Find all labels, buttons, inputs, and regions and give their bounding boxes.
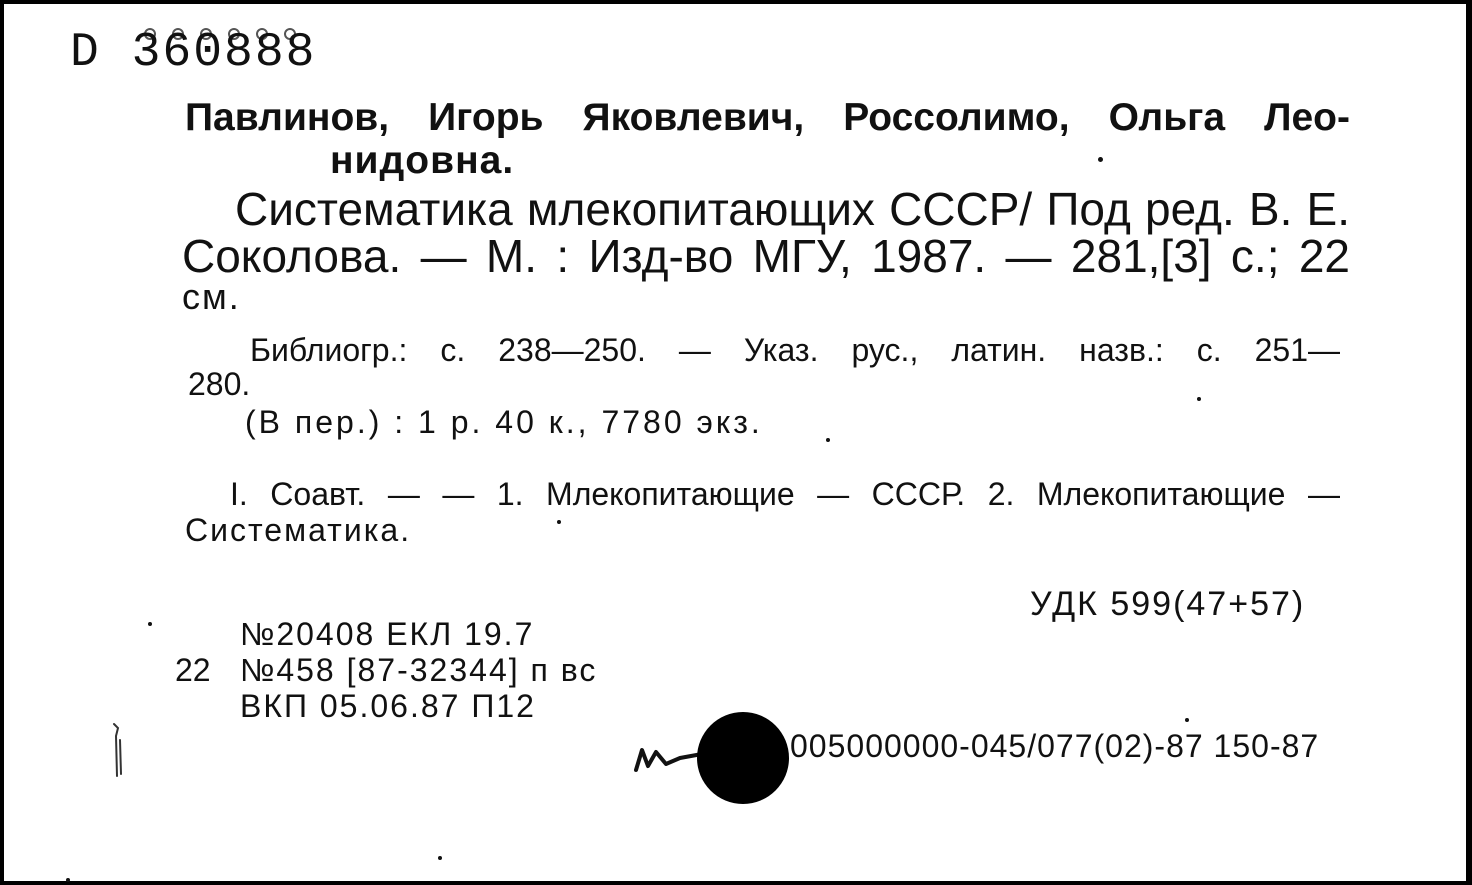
bibliography-note-line-2: 280. <box>188 366 251 402</box>
ink-blot <box>697 712 789 804</box>
title-line-1: Систематика млекопитающих СССР/ Под ред. В. Е. <box>235 183 1350 235</box>
scan-border-top <box>0 0 1472 4</box>
margin-scribble <box>104 720 128 780</box>
catalog-code: 005000000-045/077(02)-87 150-87 <box>790 728 1320 764</box>
author-heading-line-1: Павлинов, Игорь Яковлевич, Россолимо, Ольга Лео- <box>185 96 1350 139</box>
title-line-2: Соколова. — М. : Изд-во МГУ, 1987. — 281,[3] с.; 22 <box>182 230 1350 282</box>
price-and-print-run: (В пер.) : 1 р. 40 к., 7780 экз. <box>245 404 763 440</box>
scan-speck <box>1098 157 1103 162</box>
call-number: D 360888 <box>70 26 317 80</box>
order-number-line-1: №20408 ЕКЛ 19.7 <box>240 616 535 652</box>
order-number-line-3: ВКП 05.06.87 П12 <box>240 688 536 724</box>
scan-border-bottom <box>0 881 1472 885</box>
order-number-line-2: №458 [87-32344] п вс <box>240 652 598 688</box>
udk-classification: УДК 599(47+57) <box>1030 585 1306 623</box>
scan-speck <box>66 878 70 882</box>
bibliography-note-line-1: Библиогр.: с. 238—250. — Указ. рус., латин. назв.: с. 251— <box>250 332 1340 368</box>
scan-speck <box>438 856 442 860</box>
scan-speck <box>1185 718 1189 722</box>
scan-speck <box>557 520 561 524</box>
scan-border-left <box>0 0 4 885</box>
subject-tracing-line-1: I. Соавт. — — 1. Млекопитающие — СССР. 2. Млекопитающие — <box>230 476 1340 512</box>
scan-border-right <box>1466 0 1472 885</box>
scan-speck <box>1197 397 1201 401</box>
scan-speck <box>826 438 830 442</box>
order-line-prefix: 22 <box>175 652 211 688</box>
author-heading-line-2: нидовна. <box>330 139 515 182</box>
title-line-3: см. <box>182 276 241 317</box>
subject-tracing-line-2: Систематика. <box>185 512 412 548</box>
scan-speck <box>148 622 152 626</box>
